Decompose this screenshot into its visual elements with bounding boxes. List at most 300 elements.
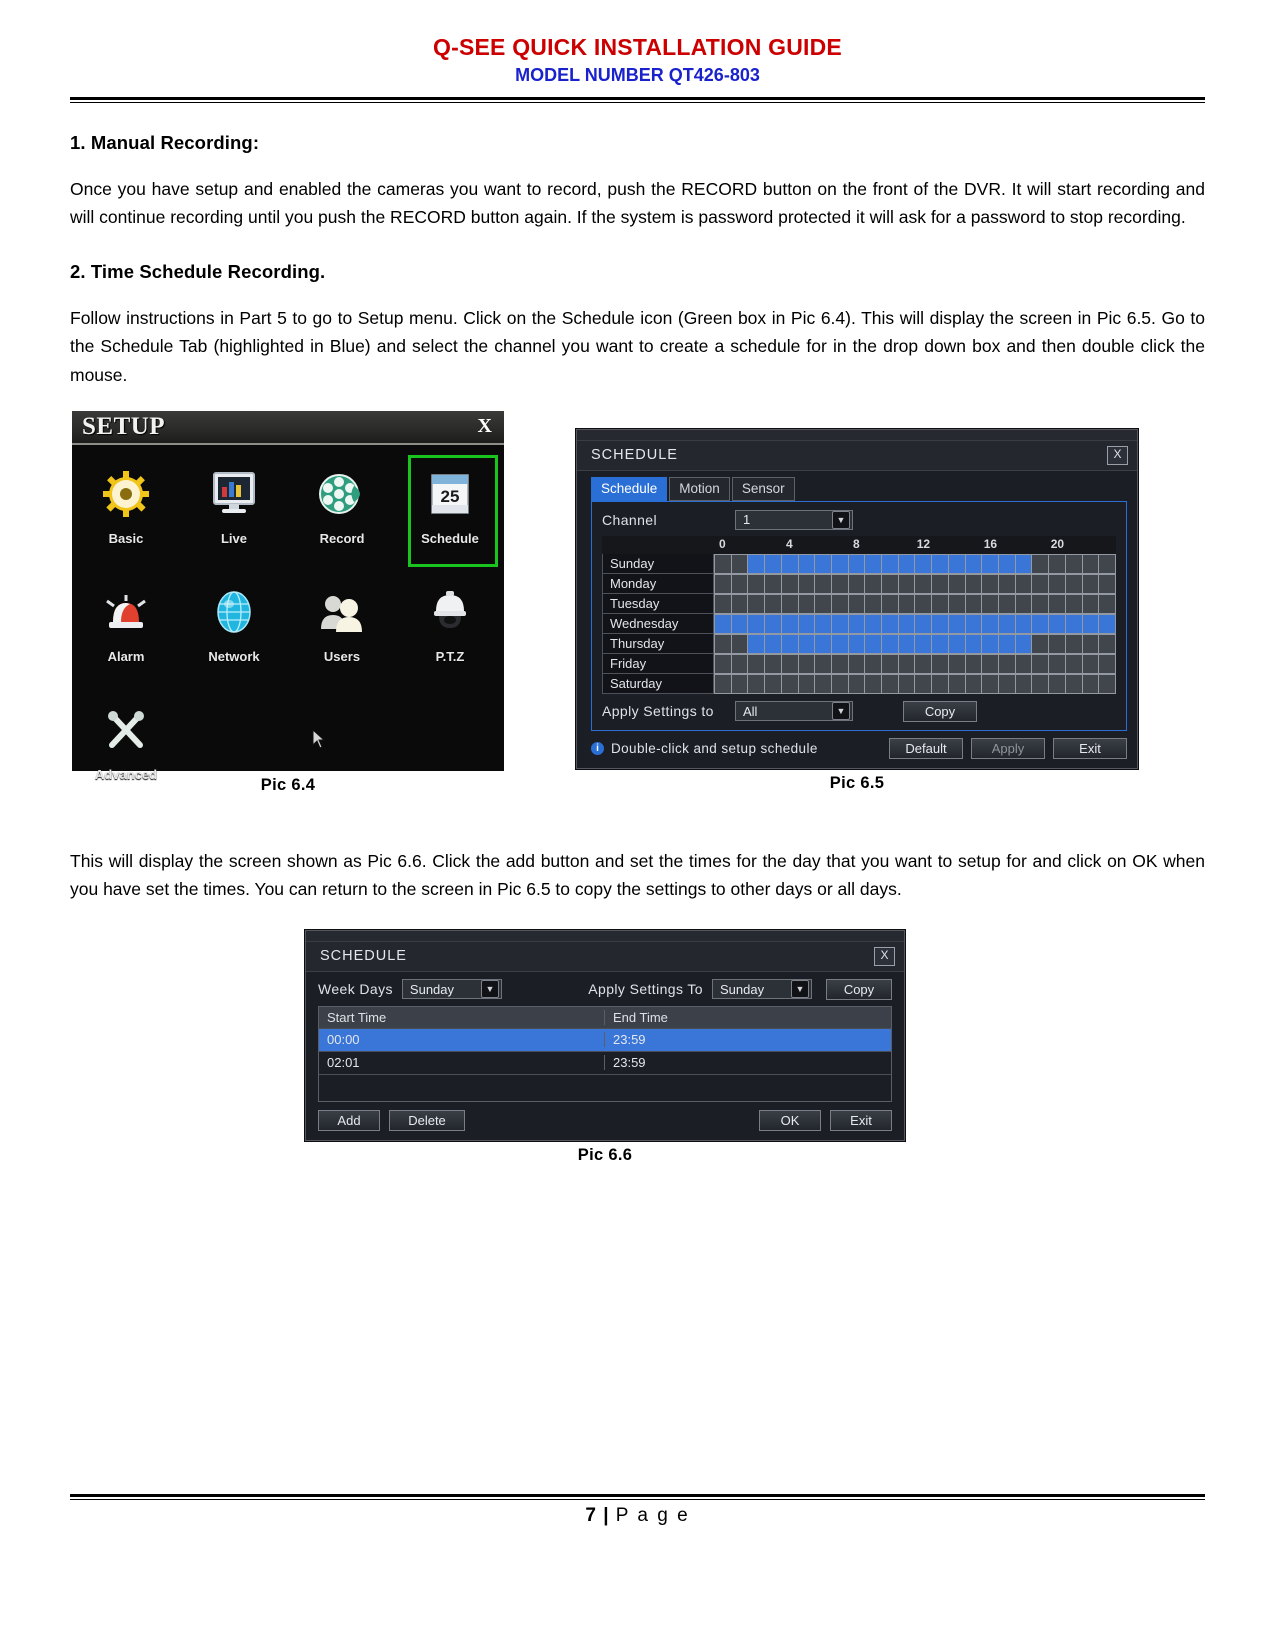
schedule-hour-cell[interactable]	[932, 655, 948, 673]
schedule-hour-cell[interactable]	[949, 555, 965, 573]
schedule-day-label: Sunday	[602, 554, 714, 574]
apply-settings-to-label: Apply Settings To	[588, 981, 703, 998]
chevron-down-icon: ▼	[832, 702, 850, 720]
schedule-window-title: SCHEDULE	[591, 447, 678, 464]
schedule-hour-cell[interactable]	[1099, 675, 1115, 693]
schedule-hour-cell[interactable]	[999, 555, 1015, 573]
schedule-hour-cell[interactable]	[1083, 655, 1099, 673]
hour-tick: 16	[983, 536, 998, 551]
film-reel-icon	[316, 461, 368, 527]
hour-tick: 8	[853, 536, 860, 551]
schedule-hour-cell[interactable]	[966, 575, 982, 593]
schedule-hour-cell[interactable]	[982, 635, 998, 653]
schedule-hour-cell[interactable]	[1066, 635, 1082, 653]
schedule-hour-cells	[714, 594, 1116, 614]
schedule-day-label: Friday	[602, 654, 714, 674]
column-header-end-time: End Time	[613, 1009, 668, 1025]
schedule-hour-cell[interactable]	[865, 655, 881, 673]
paragraph-time-schedule-recording: Follow instructions in Part 5 to go to Setup menu. Click on the Schedule icon (Green box in Pic 6.4). This will display the screen in Pic 6.5. Go to the Schedule Tab (highlighted in Blue) and select the channel you want to create a schedule for in the drop down box and then double click the mouse.	[70, 307, 1205, 385]
setup-item-advanced[interactable]	[72, 689, 180, 807]
schedule-hour-cell[interactable]	[966, 655, 982, 673]
time-table-body	[319, 1028, 891, 1101]
exit-button[interactable]: Exit	[1053, 738, 1127, 759]
schedule-hour-cell[interactable]	[815, 575, 831, 593]
schedule-hour-cell[interactable]	[966, 595, 982, 613]
schedule-hour-cell[interactable]	[832, 595, 848, 613]
schedule-hour-cell[interactable]	[915, 595, 931, 613]
setup-item-label: Live	[220, 530, 247, 546]
schedule-hour-cell[interactable]	[949, 595, 965, 613]
schedule-hour-cell[interactable]	[949, 655, 965, 673]
schedule-hour-cell[interactable]	[882, 575, 898, 593]
schedule-hour-cell[interactable]	[765, 635, 781, 653]
figure-pic-6-4	[72, 411, 504, 795]
schedule-hour-cell[interactable]	[799, 635, 815, 653]
schedule-hour-cell[interactable]	[915, 555, 931, 573]
setup-icon-grid	[72, 445, 504, 807]
schedule-hour-cell[interactable]	[799, 675, 815, 693]
schedule-hour-cell[interactable]	[765, 655, 781, 673]
schedule-hour-cell[interactable]	[882, 635, 898, 653]
footer-separator: |	[603, 1505, 610, 1526]
setup-item-label: P.T.Z	[435, 648, 465, 664]
setup-item-network[interactable]	[180, 571, 288, 689]
schedule-hour-cell[interactable]	[1049, 595, 1065, 613]
schedule-hour-cell[interactable]	[865, 615, 881, 633]
guide-title: Q-SEE QUICK INSTALLATION GUIDE	[433, 34, 842, 60]
setup-item-label: Record	[319, 530, 365, 546]
schedule-hour-cell[interactable]	[999, 575, 1015, 593]
schedule-hour-cell[interactable]	[1083, 555, 1099, 573]
page-header	[0, 0, 1275, 86]
schedule-hour-cell[interactable]	[732, 555, 748, 573]
schedule-hour-cell[interactable]	[765, 595, 781, 613]
schedule-hour-cell[interactable]	[1032, 635, 1048, 653]
schedule-hour-cell[interactable]	[999, 675, 1015, 693]
schedule-hour-cell[interactable]	[815, 675, 831, 693]
schedule-hour-cell[interactable]	[1016, 595, 1032, 613]
hour-tick: 4	[786, 536, 793, 551]
footer-divider	[70, 1494, 1205, 1500]
schedule-hour-cell[interactable]	[765, 675, 781, 693]
schedule-hour-cell[interactable]	[1099, 635, 1115, 653]
schedule-hour-cell[interactable]	[865, 595, 881, 613]
schedule-hour-cell[interactable]	[1016, 615, 1032, 633]
schedule-hour-cell[interactable]	[748, 575, 764, 593]
copy-button[interactable]: Copy	[903, 701, 977, 722]
schedule-hour-cell[interactable]	[932, 635, 948, 653]
schedule-hour-cell[interactable]	[1083, 575, 1099, 593]
schedule-hour-cell[interactable]	[732, 595, 748, 613]
schedule-day-row	[602, 554, 1116, 574]
schedule-hour-cell[interactable]	[1083, 635, 1099, 653]
schedule-hour-cell[interactable]	[1066, 555, 1082, 573]
apply-settings-dropdown[interactable]	[735, 701, 853, 721]
paragraph-manual-recording: Once you have setup and enabled the cameras you want to record, push the RECORD button on the front of the DVR. It will start recording and will continue recording until you push the RECORD button again. If the system is password protected it will ask for a password to stop recording.	[70, 179, 1205, 228]
add-button[interactable]: Add	[318, 1110, 380, 1131]
schedule-hour-cell[interactable]	[1016, 675, 1032, 693]
apply-button[interactable]: Apply	[971, 738, 1045, 759]
setup-item-schedule[interactable]	[396, 453, 504, 571]
model-number: MODEL NUMBER QT426-803	[515, 65, 760, 86]
close-icon[interactable]: X	[1107, 446, 1128, 465]
schedule-hour-cells	[714, 614, 1116, 634]
dome-camera-icon	[426, 579, 474, 645]
setup-titlebar	[72, 411, 504, 445]
schedule-hour-cell[interactable]	[932, 615, 948, 633]
week-days-row	[306, 972, 904, 1000]
schedule-hour-cell[interactable]	[1066, 675, 1082, 693]
schedule-detail-titlebar	[306, 942, 904, 972]
schedule-hour-cell[interactable]	[999, 595, 1015, 613]
schedule-hour-cell[interactable]	[715, 575, 731, 593]
close-icon[interactable]: X	[477, 415, 492, 438]
schedule-hour-cell[interactable]	[999, 655, 1015, 673]
schedule-hour-cell[interactable]	[949, 575, 965, 593]
channel-row	[602, 510, 1116, 530]
schedule-hour-cell[interactable]	[982, 555, 998, 573]
schedule-hour-cell[interactable]	[1016, 655, 1032, 673]
figure-row-top	[70, 411, 1205, 801]
schedule-hour-cell[interactable]	[782, 575, 798, 593]
schedule-hour-cell[interactable]	[1083, 615, 1099, 633]
chevron-down-icon: ▼	[832, 511, 850, 529]
tools-icon	[101, 697, 151, 763]
schedule-hour-cell[interactable]	[982, 575, 998, 593]
schedule-hour-cell[interactable]	[799, 555, 815, 573]
schedule-titlebar	[577, 441, 1137, 471]
schedule-hour-cell[interactable]	[982, 615, 998, 633]
schedule-hour-cell[interactable]	[1049, 675, 1065, 693]
schedule-hour-cell[interactable]	[932, 675, 948, 693]
setup-item-basic[interactable]	[72, 453, 180, 571]
schedule-hour-cell[interactable]	[899, 675, 915, 693]
schedule-hour-cell[interactable]	[1066, 575, 1082, 593]
table-row[interactable]	[319, 1051, 891, 1074]
schedule-hour-cell[interactable]	[949, 615, 965, 633]
schedule-hour-cells	[714, 554, 1116, 574]
schedule-hour-cell[interactable]	[882, 615, 898, 633]
window-top-strip	[577, 430, 1137, 441]
schedule-day-row	[602, 674, 1116, 694]
gear-icon	[101, 461, 151, 527]
figure-caption-pic-6-5: Pic 6.5	[829, 773, 885, 792]
schedule-hour-cell[interactable]	[815, 595, 831, 613]
apply-settings-to-value: Sunday	[720, 981, 765, 997]
schedule-hour-cell[interactable]	[849, 675, 865, 693]
schedule-hour-cell[interactable]	[1083, 595, 1099, 613]
table-row[interactable]	[319, 1074, 891, 1101]
schedule-hour-cell[interactable]	[732, 655, 748, 673]
schedule-hour-cell[interactable]	[765, 555, 781, 573]
schedule-hour-cell[interactable]	[849, 615, 865, 633]
week-days-dropdown[interactable]	[402, 979, 502, 999]
setup-item-users[interactable]	[288, 571, 396, 689]
tab-schedule[interactable]: Schedule	[591, 477, 667, 501]
copy-button[interactable]: Copy	[826, 979, 892, 1000]
schedule-hour-cell[interactable]	[748, 675, 764, 693]
schedule-hour-cell[interactable]	[782, 635, 798, 653]
default-button[interactable]: Default	[889, 738, 963, 759]
schedule-grid-rows	[602, 554, 1116, 694]
schedule-hour-cells	[714, 574, 1116, 594]
schedule-hour-cell[interactable]	[748, 615, 764, 633]
schedule-hour-cell[interactable]	[715, 595, 731, 613]
figure-pic-6-5	[576, 429, 1138, 793]
document-content	[70, 132, 1205, 1164]
schedule-hour-cell[interactable]	[915, 635, 931, 653]
schedule-hour-cell[interactable]	[1049, 555, 1065, 573]
schedule-hour-cell[interactable]	[815, 555, 831, 573]
schedule-hour-cell[interactable]	[1066, 595, 1082, 613]
schedule-hour-cell[interactable]	[1032, 675, 1048, 693]
schedule-hour-cell[interactable]	[799, 595, 815, 613]
schedule-hour-cell[interactable]	[782, 615, 798, 633]
schedule-day-label: Tuesday	[602, 594, 714, 614]
section-heading-time-schedule-recording: 2. Time Schedule Recording.	[70, 260, 326, 282]
schedule-hour-cell[interactable]	[899, 655, 915, 673]
schedule-hour-cell[interactable]	[815, 635, 831, 653]
schedule-hour-cell[interactable]	[1099, 575, 1115, 593]
schedule-hour-cell[interactable]	[899, 635, 915, 653]
time-table-header	[319, 1007, 891, 1028]
schedule-hour-cell[interactable]	[865, 555, 881, 573]
schedule-hour-cell[interactable]	[1049, 655, 1065, 673]
setup-item-live[interactable]	[180, 453, 288, 571]
schedule-hour-cell[interactable]	[832, 615, 848, 633]
schedule-hour-cell[interactable]	[982, 655, 998, 673]
table-row[interactable]	[319, 1028, 891, 1051]
apply-settings-to-dropdown[interactable]	[712, 979, 812, 999]
schedule-hour-cell[interactable]	[732, 575, 748, 593]
schedule-hour-cell[interactable]	[782, 655, 798, 673]
schedule-hour-cell[interactable]	[1032, 655, 1048, 673]
schedule-hour-cell[interactable]	[732, 615, 748, 633]
schedule-hour-cell[interactable]	[1032, 575, 1048, 593]
users-icon	[316, 579, 368, 645]
schedule-hour-cell[interactable]	[966, 675, 982, 693]
schedule-hour-cell[interactable]	[832, 575, 848, 593]
schedule-hour-cell[interactable]	[899, 595, 915, 613]
schedule-detail-window	[305, 930, 905, 1141]
channel-dropdown[interactable]	[735, 510, 853, 530]
schedule-hour-cell[interactable]	[1099, 615, 1115, 633]
schedule-hour-cell[interactable]	[732, 635, 748, 653]
page-number: 7	[585, 1505, 597, 1526]
exit-button[interactable]: Exit	[830, 1110, 892, 1131]
schedule-hour-cell[interactable]	[999, 615, 1015, 633]
schedule-hour-cell[interactable]	[1049, 635, 1065, 653]
schedule-hour-cell[interactable]	[882, 595, 898, 613]
schedule-hour-cell[interactable]	[849, 575, 865, 593]
setup-item-record[interactable]	[288, 453, 396, 571]
schedule-hour-cell[interactable]	[1032, 595, 1048, 613]
figure-pic-6-6	[305, 930, 905, 1165]
delete-button[interactable]: Delete	[389, 1110, 465, 1131]
schedule-hour-cell[interactable]	[799, 655, 815, 673]
schedule-hour-cell[interactable]	[1016, 575, 1032, 593]
paragraph-middle: This will display the screen shown as Pic 6.6. Click the add button and set the times for the day that you want to setup for and click on OK when you have set the times. You can return to the screen in Pic 6.5 to copy the settings to other days or all days.	[70, 850, 1205, 900]
schedule-hour-cell[interactable]	[748, 595, 764, 613]
schedule-hour-cell[interactable]	[832, 675, 848, 693]
schedule-hour-cell[interactable]	[815, 655, 831, 673]
schedule-hour-cell[interactable]	[915, 675, 931, 693]
schedule-hour-cell[interactable]	[1066, 615, 1082, 633]
schedule-hour-cell[interactable]	[849, 655, 865, 673]
schedule-hour-cell[interactable]	[815, 615, 831, 633]
schedule-hour-cell[interactable]	[1083, 675, 1099, 693]
close-icon[interactable]: X	[874, 947, 895, 966]
schedule-hour-cell[interactable]	[966, 555, 982, 573]
schedule-hour-cell[interactable]	[932, 575, 948, 593]
schedule-hour-cell[interactable]	[915, 655, 931, 673]
schedule-hour-cell[interactable]	[882, 555, 898, 573]
schedule-day-row	[602, 574, 1116, 594]
schedule-hour-cell[interactable]	[1099, 655, 1115, 673]
schedule-hour-cell[interactable]	[849, 595, 865, 613]
page-footer	[0, 1505, 1275, 1527]
figure-row-bottom	[70, 930, 1205, 1164]
figure-caption-pic-6-6: Pic 6.6	[577, 1145, 633, 1164]
schedule-hour-cell[interactable]	[915, 615, 931, 633]
week-days-label: Week Days	[318, 981, 393, 998]
schedule-hour-cell[interactable]	[715, 615, 731, 633]
schedule-hour-cell[interactable]	[748, 635, 764, 653]
schedule-hour-cell[interactable]	[966, 615, 982, 633]
schedule-hour-cell[interactable]	[966, 635, 982, 653]
schedule-hour-cell[interactable]	[782, 595, 798, 613]
schedule-hour-cell[interactable]	[715, 675, 731, 693]
schedule-grid-header	[602, 536, 1116, 554]
schedule-hour-cell[interactable]	[949, 635, 965, 653]
schedule-hour-cell[interactable]	[865, 635, 881, 653]
schedule-hour-cell[interactable]	[1032, 555, 1048, 573]
schedule-hour-cell[interactable]	[982, 595, 998, 613]
monitor-chart-icon	[209, 461, 259, 527]
schedule-hour-cell[interactable]	[849, 635, 865, 653]
schedule-hour-cell[interactable]	[748, 655, 764, 673]
schedule-hour-cell[interactable]	[715, 635, 731, 653]
apply-settings-value: All	[743, 703, 758, 719]
tab-sensor[interactable]: Sensor	[732, 477, 795, 501]
schedule-hour-cell[interactable]	[782, 555, 798, 573]
schedule-day-label: Thursday	[602, 634, 714, 654]
schedule-hour-cell[interactable]	[882, 675, 898, 693]
schedule-hour-cell[interactable]	[782, 675, 798, 693]
setup-item-label: Alarm	[107, 648, 145, 664]
channel-dropdown-value: 1	[743, 512, 751, 528]
schedule-hour-cell[interactable]	[982, 675, 998, 693]
schedule-hour-cell[interactable]	[799, 575, 815, 593]
setup-item-label: Schedule	[421, 530, 479, 546]
mouse-cursor-icon	[312, 729, 326, 754]
schedule-hour-cell[interactable]	[949, 675, 965, 693]
schedule-day-row	[602, 594, 1116, 614]
schedule-hour-cell[interactable]	[915, 575, 931, 593]
schedule-hour-cell[interactable]	[1049, 615, 1065, 633]
schedule-hour-cells	[714, 634, 1116, 654]
schedule-hint-text: Double-click and setup schedule	[611, 740, 818, 756]
schedule-hour-cell[interactable]	[1016, 555, 1032, 573]
apply-settings-label: Apply Settings to	[602, 703, 714, 720]
figure-caption-pic-6-4: Pic 6.4	[260, 775, 316, 794]
schedule-window	[576, 429, 1138, 769]
schedule-hour-cells	[714, 654, 1116, 674]
schedule-detail-window-title: SCHEDULE	[320, 948, 407, 965]
page-word: P a g e	[615, 1505, 690, 1526]
hour-tick: 20	[1050, 536, 1065, 551]
schedule-day-row	[602, 634, 1116, 654]
window-top-strip	[306, 931, 904, 942]
cell-start-time: 02:01	[319, 1055, 605, 1070]
schedule-hour-cell[interactable]	[715, 555, 731, 573]
schedule-hour-cell[interactable]	[715, 655, 731, 673]
info-icon: i	[591, 742, 604, 755]
schedule-hour-cell[interactable]	[832, 655, 848, 673]
alarm-bell-icon	[100, 579, 152, 645]
schedule-day-row	[602, 654, 1116, 674]
schedule-hour-cell[interactable]	[932, 595, 948, 613]
schedule-hour-cell[interactable]	[1099, 595, 1115, 613]
header-divider	[70, 97, 1205, 103]
hour-tick: 0	[719, 536, 726, 551]
schedule-hour-cell[interactable]	[765, 615, 781, 633]
schedule-hour-cell[interactable]	[932, 555, 948, 573]
schedule-panel	[591, 501, 1127, 731]
schedule-day-label: Wednesday	[602, 614, 714, 634]
cell-start-time: 00:00	[319, 1032, 605, 1047]
schedule-hour-cell[interactable]	[865, 675, 881, 693]
schedule-hour-cell[interactable]	[1049, 575, 1065, 593]
setup-window-title: SETUP	[82, 412, 166, 440]
chevron-down-icon: ▼	[791, 980, 809, 998]
setup-item-label: Network	[208, 648, 260, 664]
schedule-hour-cell[interactable]	[999, 635, 1015, 653]
schedule-hour-cell[interactable]	[1066, 655, 1082, 673]
chevron-down-icon: ▼	[481, 980, 499, 998]
schedule-hour-cell[interactable]	[865, 575, 881, 593]
schedule-hour-cell[interactable]	[765, 575, 781, 593]
cell-end-time: 23:59	[613, 1032, 646, 1048]
globe-icon	[210, 579, 258, 645]
schedule-hour-cell[interactable]	[849, 555, 865, 573]
schedule-hour-cell[interactable]	[1099, 555, 1115, 573]
schedule-hour-cell[interactable]	[832, 555, 848, 573]
ok-button[interactable]: OK	[759, 1110, 821, 1131]
setup-item-ptz[interactable]	[396, 571, 504, 689]
tab-motion[interactable]: Motion	[669, 477, 730, 501]
schedule-hour-cell[interactable]	[1016, 635, 1032, 653]
schedule-hour-cell[interactable]	[832, 635, 848, 653]
apply-settings-row	[602, 701, 1116, 722]
schedule-hour-cell[interactable]	[799, 615, 815, 633]
schedule-hour-cell[interactable]	[899, 555, 915, 573]
schedule-hour-cell[interactable]	[732, 675, 748, 693]
setup-item-label: Basic	[108, 530, 144, 546]
setup-item-label: Advanced	[94, 766, 158, 782]
schedule-day-label: Saturday	[602, 674, 714, 694]
schedule-hour-cell[interactable]	[899, 575, 915, 593]
channel-label: Channel	[602, 511, 657, 528]
section-heading-manual-recording: 1. Manual Recording:	[70, 132, 260, 154]
schedule-footer	[577, 731, 1137, 768]
schedule-hour-cell[interactable]	[882, 655, 898, 673]
setup-item-alarm[interactable]	[72, 571, 180, 689]
schedule-day-row	[602, 614, 1116, 634]
schedule-hour-cell[interactable]	[899, 615, 915, 633]
schedule-hour-cell[interactable]	[1032, 615, 1048, 633]
schedule-hour-cell[interactable]	[748, 555, 764, 573]
